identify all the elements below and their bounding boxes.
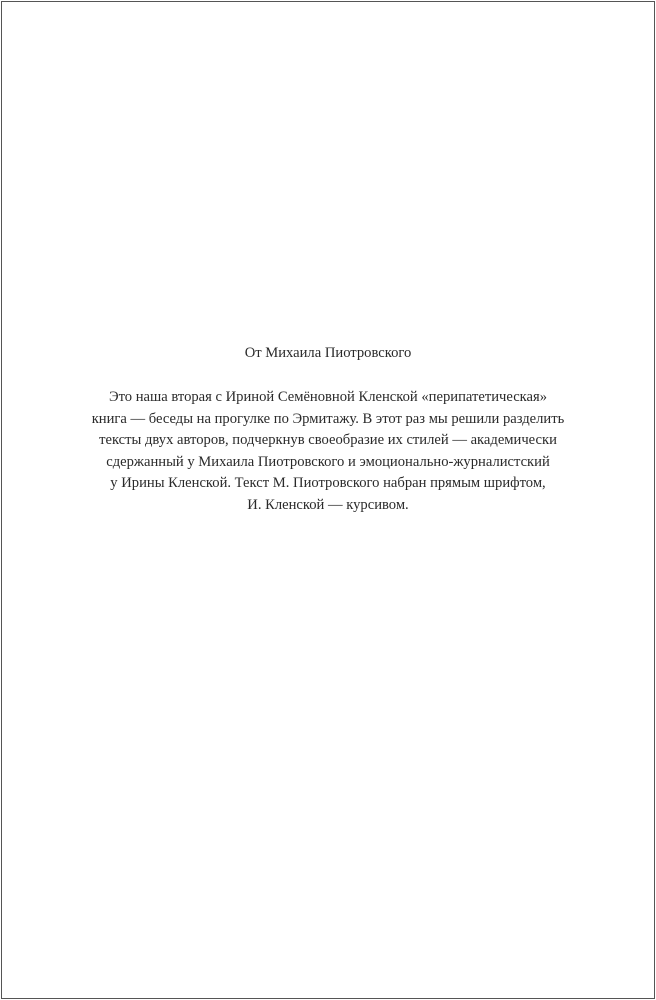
paragraph-line: Это наша вторая с Ириной Семёновной Кленской «перипатетическая» bbox=[108, 389, 548, 405]
paragraph-line: книга — беседы на прогулке по Эрмитажу. В этот раз мы решили разделить bbox=[91, 410, 565, 427]
paragraph-line: у Ирины Кленской. Текст М. Пиотровского набран прямым шрифтом, bbox=[110, 475, 546, 491]
paragraph-line: сдержанный у Михаила Пиотровского и эмоционально-журналистский bbox=[106, 453, 550, 470]
section-heading: От Михаила Пиотровского bbox=[244, 345, 412, 361]
paragraph-line: И. Кленской — курсивом. bbox=[247, 496, 409, 513]
intro-paragraph bbox=[0, 387, 656, 516]
paragraph-line: тексты двух авторов, подчеркнув своеобразие их стилей — академически bbox=[99, 432, 557, 448]
